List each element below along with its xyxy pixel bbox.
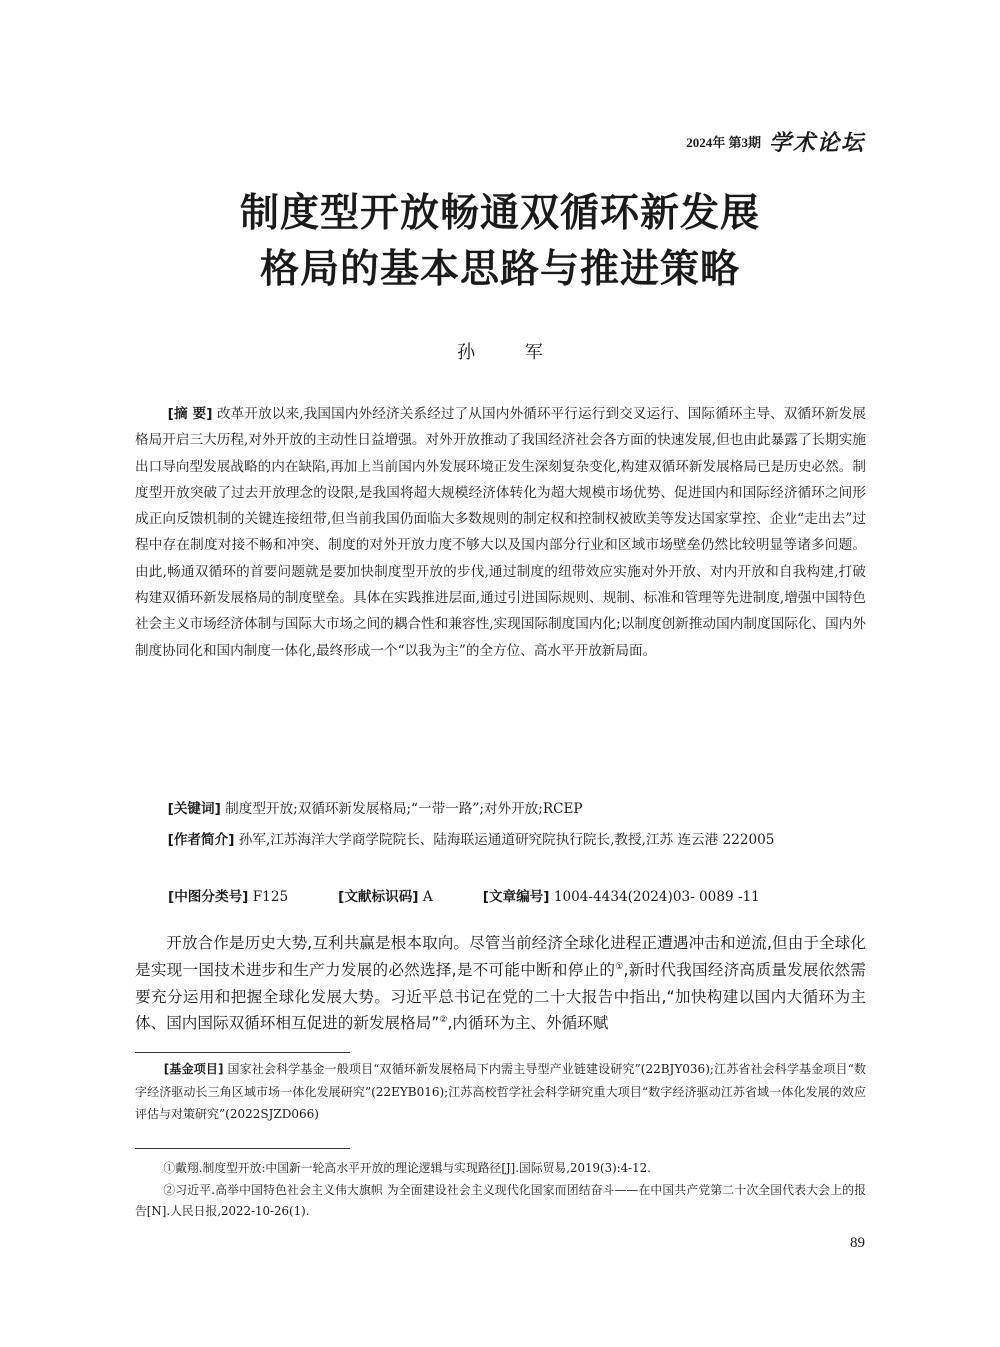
body-text-segment: 开放合作是历史大势,互利共赢是根本取向。尽管当前经济全球化进程正遭遇冲击和逆流,但由于全球化是实现一国技术进步和生产力发展的必然选择,是不可能中断和停止的	[135, 934, 866, 979]
clc-label: [中图分类号]	[168, 889, 249, 905]
author-info-text: 孙军,江苏海洋大学商学院院长、陆海联运通道研究院执行院长,教授,江苏 连云港 222005	[238, 832, 775, 848]
author-info-label: [作者简介]	[167, 832, 235, 848]
journal-logo: 学术论坛	[768, 130, 865, 156]
abstract-paragraph	[135, 401, 866, 664]
footnote-ref-1[interactable]: ①	[615, 961, 624, 972]
running-header	[686, 126, 865, 157]
abstract-text: 改革开放以来,我国国内外经济关系经过了从国内外循环平行运行到交叉运行、国际循环主导、双循环新发展格局开启三大历程,对外开放的主动性日益增强。对外开放推动了我国经济社会各方面的快速发展,但也由此暴露了长期实施出口导向型发展战略的内在缺陷,再加上当前国内外发展环境正发生深刻复杂变化,构建双循环新发展格局已是历史必然。制度型开放突破了过去开放理念的设限,是我国将超大规模经济体转化为超大规模市场优势、促进国内和国际经济循环之间形成正向反馈机制的关键连接纽带,但当前我国仍面临大多数规则的制定权和控制权被欧美等发达国家掌控、企业“走出去”过程中存在制度对接不畅和冲突、制度的对外开放力度不够大以及国内部分行业和区域市场壁垒仍然比较明显等诸多问题。由此,畅通双循环的首要问题就是要加快制度型开放的步伐,通过制度的纽带效应实施对外开放、对内开放和自我构建,打破构建双循环新发展格局的制度壁垒。具体在实践推进层面,通过引进国际规则、规制、标准和管理等先进制度,增强中国特色社会主义市场经济体制与国际大市场之间的耦合性和兼容性,实现国际制度国内化;以制度创新推动国内制度国际化、国内外制度协同化和国内制度一体化,最终形成一个“以我为主”的全方位、高水平开放新局面。	[135, 406, 866, 659]
article-number-value: 1004-4434(2024)03- 0089 -11	[553, 889, 760, 905]
fund-info	[135, 1058, 866, 1126]
issue-label: 2024年 第3期	[686, 135, 761, 150]
article-number-label: [文章编号]	[482, 889, 550, 905]
keywords-text: 制度型开放;双循环新发展格局;“一带一路”;对外开放;RCEP	[225, 801, 583, 817]
body-paragraph	[135, 930, 866, 1037]
fund-text: 国家社会科学基金一般项目“双循环新发展格局下内需主导型产业链建设研究”(22BJY036);江苏省社会科学基金项目“数字经济驱动长三角区域市场一体化发展研究”(22EYB016);江苏高校哲学社会科学研究重大项目“数字经济驱动江苏省域一体化发展的效应评估与对策研究”(2022SJZD066)	[135, 1062, 866, 1122]
clc-value: F125	[252, 889, 289, 905]
page-number: 89	[850, 1235, 865, 1251]
footnote-1: ①戴翔.制度型开放:中国新一轮高水平开放的理论逻辑与实现路径[J].国际贸易,2019(3):4-12.	[163, 1161, 651, 1175]
article-title	[0, 186, 1000, 298]
footnote-2: ②习近平.高举中国特色社会主义伟大旗帜 为全面建设社会主义现代化国家而团结奋斗——在中国共产党第二十次全国代表大会上的报告[N].人民日报,2022-10-26(1).	[135, 1183, 866, 1218]
author-name: 孙 军	[457, 342, 565, 363]
article-number-field	[483, 884, 760, 910]
footnote-divider	[135, 1148, 350, 1149]
title-line-2: 格局的基本思路与推进策略	[259, 247, 740, 292]
doc-code-field	[338, 884, 433, 910]
author-info	[135, 827, 866, 853]
doc-code-value: A	[422, 889, 433, 905]
footnote-divider	[135, 1052, 350, 1053]
title-line-1: 制度型开放畅通双循环新发展	[239, 191, 760, 236]
fund-label: [基金项目]	[163, 1062, 224, 1076]
footnotes	[135, 1158, 866, 1223]
keywords	[135, 796, 866, 822]
clc-field	[168, 884, 288, 910]
classification-line	[168, 884, 810, 910]
doc-code-label: [文献标识码]	[338, 889, 419, 905]
abstract-label: [摘 要]	[167, 406, 213, 422]
body-text-segment: ,新时代我国经济高质量发展依然需要充分运用和把握全球化发展大势。习近平总书记在党的二十大报告中指出,“加快构建以国内大循环为主体、国内国际双循环相互促进的新发展格局”	[135, 960, 866, 1033]
abstract	[135, 401, 866, 664]
body-text-segment: ,内循环为主、外循环赋	[447, 1014, 609, 1033]
footnote-ref-2[interactable]: ②	[439, 1015, 448, 1026]
keywords-label: [关键词]	[167, 801, 221, 817]
body-text	[135, 930, 866, 1037]
